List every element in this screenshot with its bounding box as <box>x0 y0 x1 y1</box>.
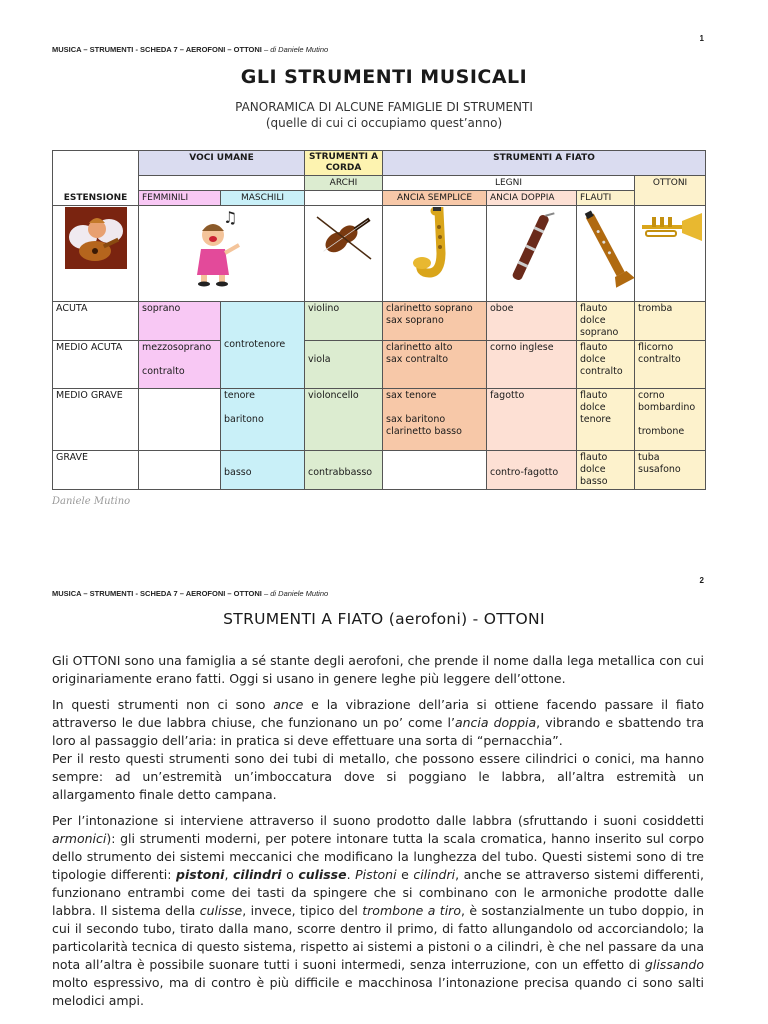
ancd-cell: contro-fagotto <box>490 467 559 478</box>
ancs-cell: clarinetto alto <box>386 342 453 353</box>
fem-cell: contralto <box>142 366 185 377</box>
paragraph-4: Per l’intonazione si interviene attraverso il suono prodotto dalle labbra (sfruttando i suoni cosiddetti armonici): gli strumenti moderni, per potere intonare tutta la scala cromatica, hanno inserito sul corpo dello strumento dei sistemi meccanici che modificano la lunghezza del tubo. Questi sistemi sono di tre tipologie differenti: pistoni, cilindri o culisse. Pistoni e cilindri, anche se attraverso sistemi differenti, funzionano entrambi come dei tasti da spingere che si combinano con le armoniche prodotte dalle labbra. Il sistema della culisse, invece, tipico del trombone a tiro, è sostanzialmente un tubo doppio, in cui il secondo tubo, tirato dalla mano, scorre dentro il primo, di fatto allungandolo od accorciandolo; la particolarità tecnica di questo sistema, rispetto ai sistemi a pistoni o a cilindri, è che nel passare da una nota all’altra è possibile suonare tutti i suoni intermedi, senza interruzione, con un effetto di glissando molto espressivo, ma di contro è più difficile e macchinosa l’intonazione precisa quando ci sono salti melodici ampi. <box>52 813 705 1008</box>
angel-lute-icon <box>65 207 127 269</box>
table-row <box>53 451 706 490</box>
ancd-cell: corno inglese <box>490 342 554 353</box>
ott-cell: contralto <box>638 354 681 365</box>
flau-cell: flauto <box>580 303 608 314</box>
flau-cell: dolce <box>580 315 606 326</box>
header-row-2 <box>53 176 706 191</box>
paragraph-3: Per il resto questi strumenti sono dei tubi di metallo, che possono essere cilindrici o conici, ma hanno sempre: ad un’estremità un’imboccatura dove si poggiano le labbra, all’altra estremità un allargamento finale detto campana. <box>52 751 704 802</box>
ott-cell: corno <box>638 390 665 401</box>
trumpet-icon <box>638 207 706 247</box>
ancd-cell: oboe <box>490 303 514 314</box>
svg-text:♫: ♫ <box>222 208 237 227</box>
ancs-cell: clarinetto basso <box>386 426 462 437</box>
images-row <box>53 206 706 302</box>
ancs-cell: sax baritono <box>386 414 446 425</box>
flau-cell: dolce <box>580 464 606 475</box>
ancs-cell: sax contralto <box>386 354 449 365</box>
archi-cell: violino <box>308 303 340 314</box>
flau-cell: flauto <box>580 342 608 353</box>
range-cell: ACUTA <box>53 302 139 341</box>
mas-cell: baritono <box>224 414 264 425</box>
header-row-1 <box>53 151 706 176</box>
section-title: STRUMENTI A FIATO (aerofoni) - OTTONI <box>223 610 545 628</box>
mas-cell: basso <box>224 467 252 478</box>
table-row <box>53 341 706 389</box>
header-text: MUSICA – STRUMENTI - SCHEDA 7 – AEROFONI – OTTONI <box>52 589 262 598</box>
fem-cell: soprano <box>142 303 181 314</box>
archi-cell: contrabbasso <box>308 467 373 478</box>
violin-icon <box>309 207 379 267</box>
page-header <box>52 45 328 54</box>
paragraph-1: Gli OTTONI sono una famiglia a sé stante degli aerofoni, che prende il nome dalla lega metallica con cui originariamente erano fatti. Oggi si usano in genere leghe più leggere dell’ottone. <box>52 653 704 686</box>
page-title: GLI STRUMENTI MUSICALI <box>240 66 528 88</box>
ancia-semplice-header: ANCIA SEMPLICE <box>383 191 487 206</box>
subtitle <box>0 99 768 131</box>
archi-cell: violoncello <box>308 390 359 401</box>
strumenti-fiato-header: STRUMENTI A FIATO <box>383 151 706 176</box>
mas-cell: tenore <box>224 390 255 401</box>
archi-cell: viola <box>308 354 331 365</box>
range-cell: MEDIO GRAVE <box>53 389 139 451</box>
flau-cell: dolce <box>580 354 606 365</box>
ott-cell: susafono <box>638 464 681 475</box>
bassoon-icon <box>502 207 562 287</box>
subtitle-line-1: PANORAMICA DI ALCUNE FAMIGLIE DI STRUMENTI <box>235 100 533 114</box>
subtitle-line-2: (quelle di cui ci occupiamo quest’anno) <box>265 116 503 130</box>
header-author: – di Daniele Mutino <box>263 589 329 598</box>
singer-icon <box>187 207 257 287</box>
ancd-cell: fagotto <box>490 390 525 401</box>
flauti-header: FLAUTI <box>577 191 635 206</box>
ancs-cell: clarinetto soprano <box>386 303 473 314</box>
legni-header: LEGNI <box>383 176 635 191</box>
range-cell: MEDIO ACUTA <box>53 341 139 389</box>
flau-cell: basso <box>580 476 608 487</box>
page-number: 1 <box>699 34 704 43</box>
ott-cell: bombardino <box>638 402 696 413</box>
flau-cell: tenore <box>580 414 611 425</box>
strumenti-corda-header: STRUMENTI A CORDA <box>305 151 383 176</box>
flau-cell: flauto <box>580 390 608 401</box>
ancs-cell: sax soprano <box>386 315 444 326</box>
flau-cell: soprano <box>580 327 619 338</box>
saxophone-icon <box>405 207 465 281</box>
ott-cell: tromba <box>638 303 673 314</box>
estensione-header: ESTENSIONE <box>63 193 128 203</box>
ottoni-header: OTTONI <box>635 176 706 206</box>
flau-cell: dolce <box>580 402 606 413</box>
body-text <box>52 652 704 1018</box>
mas-cell: controtenore <box>224 339 286 350</box>
header-author: – di Daniele Mutino <box>263 45 329 54</box>
header-row-3 <box>53 191 706 206</box>
range-cell: GRAVE <box>53 451 139 490</box>
page-number: 2 <box>699 576 704 585</box>
table-row <box>53 302 706 341</box>
ancia-doppia-header: ANCIA DOPPIA <box>487 191 577 206</box>
instruments-table <box>52 150 706 490</box>
archi-header: ARCHI <box>305 176 383 191</box>
ott-cell: tuba <box>638 452 660 463</box>
clarinet-icon <box>580 207 636 291</box>
ott-cell: trombone <box>638 426 685 437</box>
maschili-header: MASCHILI <box>221 191 305 206</box>
header-text: MUSICA – STRUMENTI - SCHEDA 7 – AEROFONI – OTTONI <box>52 45 262 54</box>
voci-umane-header: VOCI UMANE <box>139 151 305 176</box>
flau-cell: contralto <box>580 366 623 377</box>
fem-cell: mezzosoprano <box>142 342 212 353</box>
page-2 <box>0 560 768 1024</box>
signature: Daniele Mutino <box>52 496 131 507</box>
table-row <box>53 389 706 451</box>
flau-cell: flauto <box>580 452 608 463</box>
ott-cell: flicorno <box>638 342 674 353</box>
femminili-header: FEMMINILI <box>139 191 221 206</box>
paragraph-2: In questi strumenti non ci sono ance e la vibrazione dell’aria si ottiene facendo passare il fiato attraverso le due labbra chiuse, che funzionano un po’ come l’ancia doppia, vibrando e sbattendo tra loro al passaggio dell’aria: in pratica si deve effettuare una sorta di “pernacchia”. <box>52 697 704 748</box>
page-header <box>52 589 328 598</box>
ancs-cell: sax tenore <box>386 390 437 401</box>
